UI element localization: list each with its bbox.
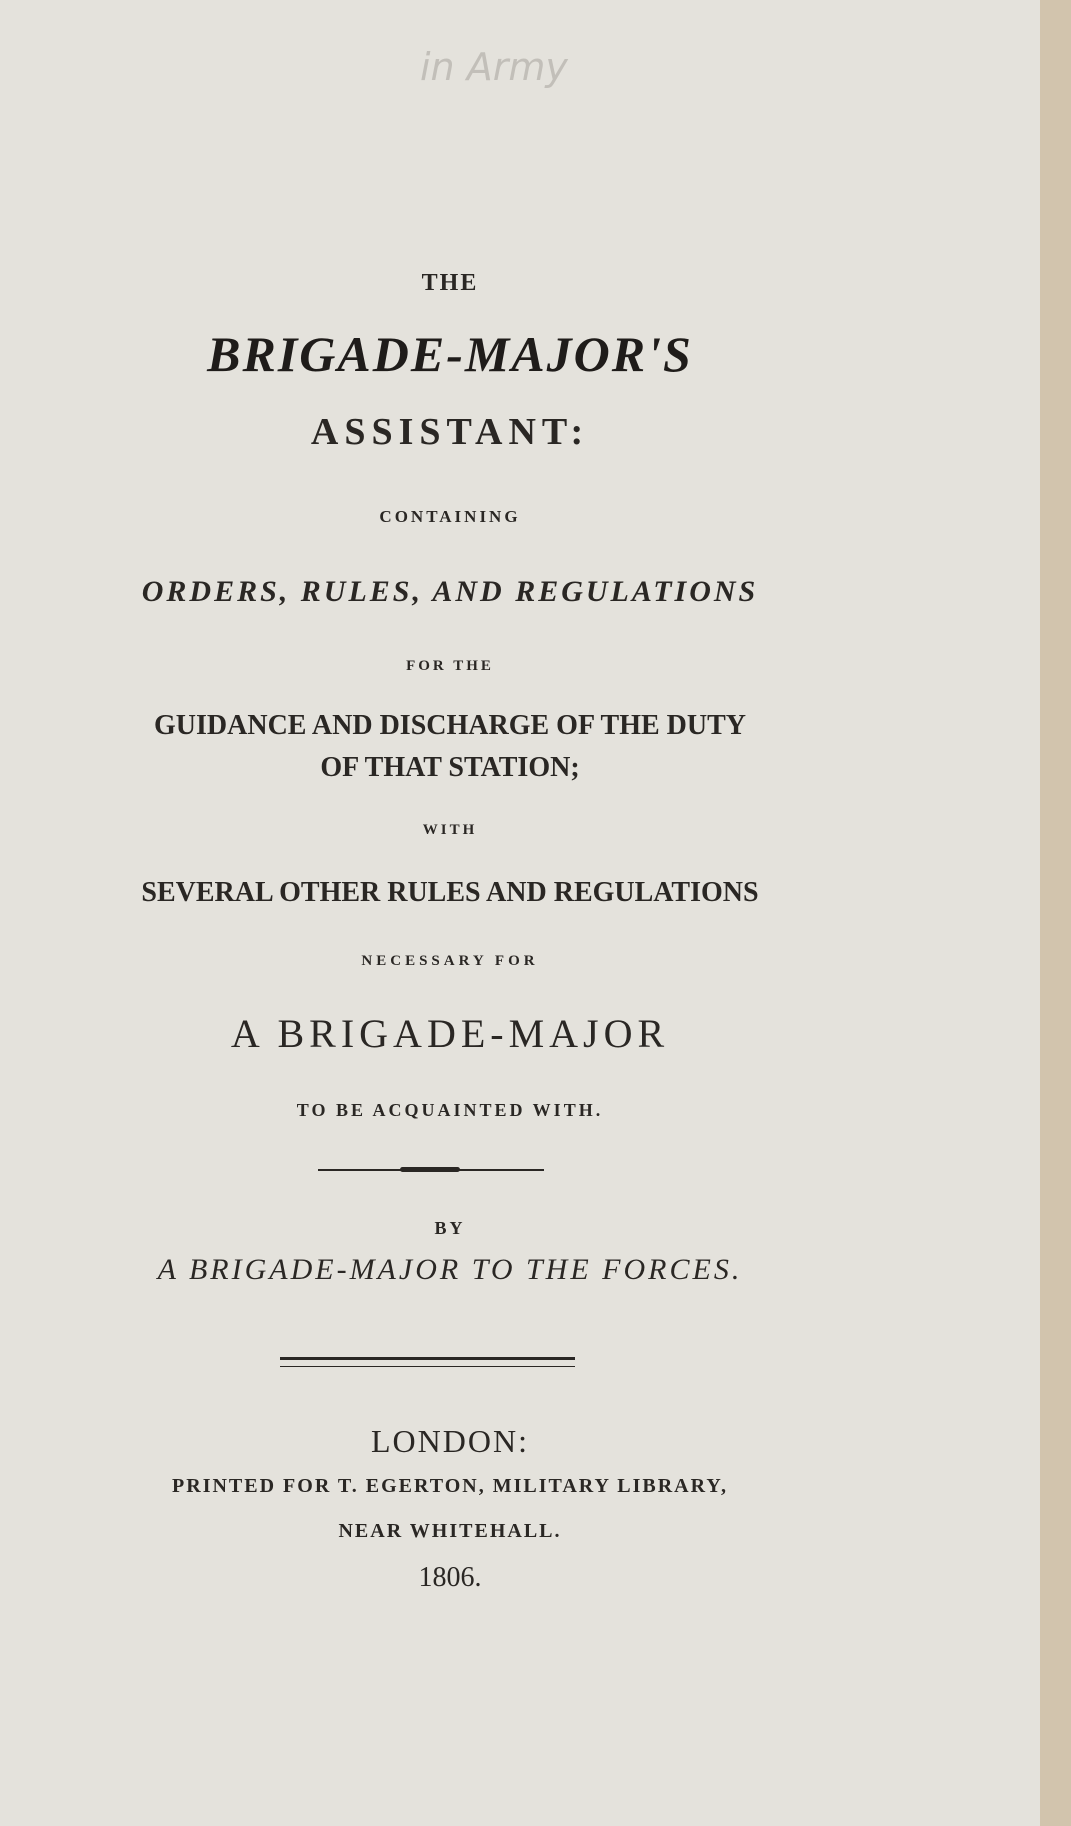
by-label: BY: [434, 1218, 466, 1238]
acquainted-line: TO BE ACQUAINTED WITH.: [296, 1100, 604, 1120]
for-the-label: FOR THE: [406, 658, 494, 674]
main-title: BRIGADE-MAJOR'S: [207, 326, 693, 382]
necessary-label: NECESSARY FOR: [361, 953, 539, 969]
imprint-year: 1806.: [418, 1562, 482, 1593]
orders-line: ORDERS, RULES, AND REGULATIONS: [141, 575, 759, 608]
brigade-major-line: A BRIGADE-MAJOR: [230, 1011, 670, 1056]
ornamental-rule-center: [400, 1167, 460, 1172]
page-edge: [1040, 0, 1071, 1826]
containing-label: CONTAINING: [379, 507, 521, 526]
guidance-line-1: GUIDANCE AND DISCHARGE OF THE DUTY: [154, 710, 746, 741]
imprint-printer: PRINTED FOR T. EGERTON, MILITARY LIBRARY,: [172, 1475, 728, 1497]
imprint-location: NEAR WHITEHALL.: [338, 1520, 562, 1542]
double-rule-bottom: [280, 1366, 575, 1367]
author-line: A BRIGADE-MAJOR TO THE FORCES.: [157, 1253, 743, 1286]
pencil-annotation: in Army: [420, 45, 568, 89]
subtitle: ASSISTANT:: [310, 411, 590, 453]
with-label: WITH: [422, 822, 478, 838]
title-the: THE: [421, 270, 479, 296]
several-line: SEVERAL OTHER RULES AND REGULATIONS: [141, 877, 759, 908]
double-rule-top: [280, 1357, 575, 1360]
imprint-city: LONDON:: [371, 1423, 529, 1459]
guidance-line-2: OF THAT STATION;: [320, 752, 580, 783]
